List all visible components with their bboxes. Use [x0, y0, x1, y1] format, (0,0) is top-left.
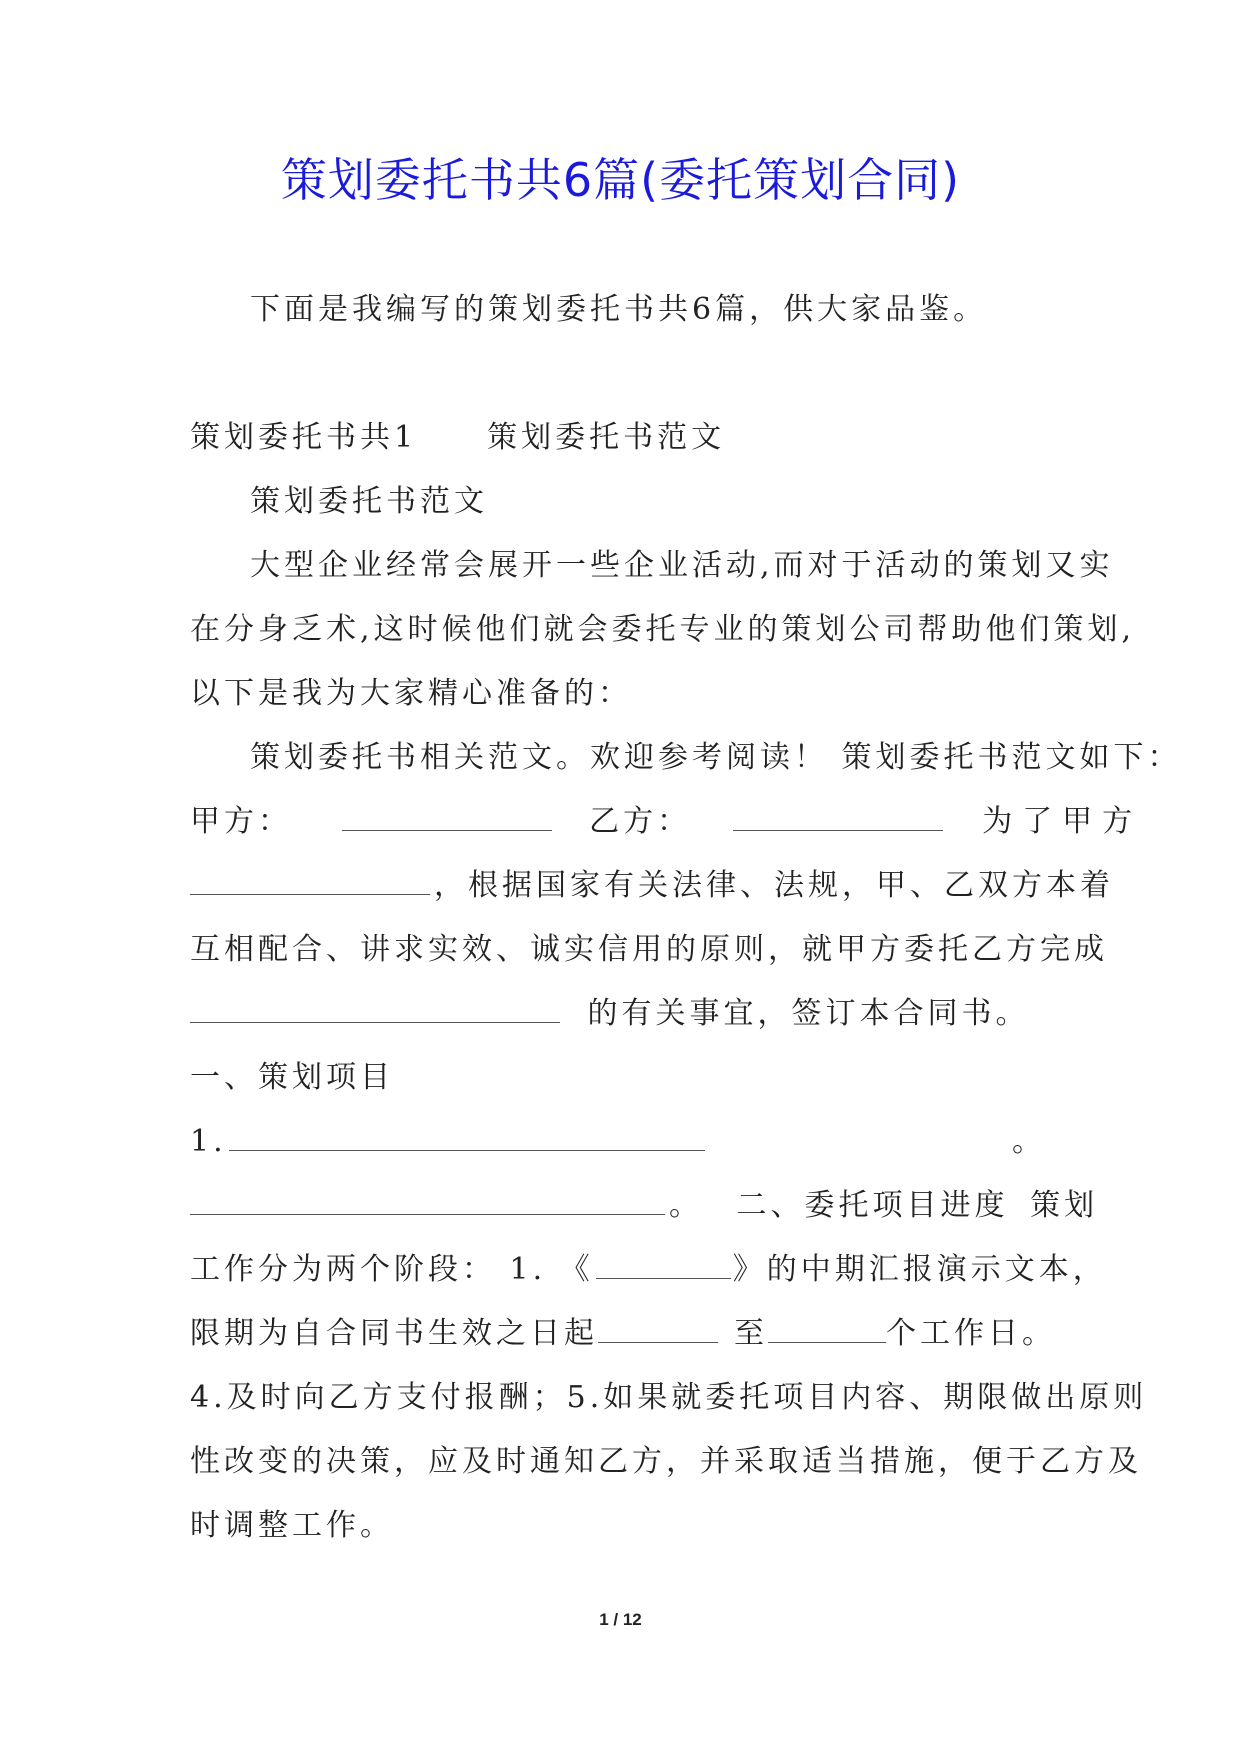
- intro-paragraph: 下面是我编写的策划委托书共6篇，供大家品鉴。: [250, 292, 988, 327]
- paragraph-line: [190, 994, 1030, 1034]
- blank-field: [190, 994, 560, 1023]
- paragraph-text: ，根据国家有关法律、法规，甲、乙双方本着: [434, 868, 1114, 903]
- for-party-a: 为了甲方: [982, 804, 1143, 839]
- paragraph-line: 时调整工作。: [190, 1508, 394, 1543]
- item-line: [190, 1122, 1046, 1162]
- blank-field: [596, 1250, 731, 1279]
- item-number: 1.: [190, 1124, 227, 1159]
- blank-field: [190, 866, 430, 895]
- paragraph-line: 互相配合、讲求实效、诚实信用的原则，就甲方委托乙方完成: [190, 932, 1108, 967]
- section-heading-number: 策划委托书共1: [190, 420, 418, 455]
- paragraph-text: 至: [734, 1316, 768, 1351]
- page-number: 1 / 12: [599, 1610, 642, 1629]
- paragraph-line: [190, 1250, 1107, 1290]
- paragraph-line: 4.及时向乙方支付报酬；5.如果就委托项目内容、期限做出原则: [190, 1380, 1148, 1415]
- party-b-blank: [733, 802, 943, 831]
- blank-field: [190, 1186, 665, 1215]
- item-end: 。: [1012, 1124, 1046, 1159]
- section-heading-1: [190, 418, 725, 458]
- paragraph-line: 大型企业经常会展开一些企业活动,而对于活动的策划又实: [250, 548, 1114, 583]
- paragraph-text: 工作分为两个阶段： 1. 《: [190, 1252, 594, 1287]
- paragraph-text: 个工作日。: [886, 1316, 1056, 1351]
- party-b-label: 乙方：: [589, 804, 692, 839]
- paragraph-text: 限期为自合同书生效之日起: [190, 1316, 598, 1351]
- document-title: 策划委托书共6篇(委托策划合同): [280, 153, 961, 207]
- section-heading-name: 策划委托书范文: [487, 420, 726, 455]
- paragraph-line: [190, 1186, 1098, 1226]
- paragraph-line: 策划委托书相关范文。欢迎参考阅读！ 策划委托书范文如下：: [250, 740, 1182, 775]
- paragraph-line: 在分身乏术,这时候他们就会委托专业的策划公司帮助他们策划,: [190, 612, 1136, 647]
- blank-field: [229, 1122, 705, 1151]
- paragraph-text: 》的中期汇报演示文本，: [732, 1252, 1107, 1287]
- blank-field: [598, 1314, 718, 1343]
- heading-planning-project: 一、策划项目: [190, 1060, 394, 1095]
- party-line: [190, 802, 1142, 842]
- paragraph-text: 的有关事宜，签订本合同书。: [587, 996, 1030, 1031]
- sub-title: 策划委托书范文: [250, 484, 488, 519]
- heading-progress: 二、委托项目进度: [736, 1188, 1009, 1223]
- paragraph-line: 以下是我为大家精心准备的：: [190, 676, 632, 711]
- party-a-blank: [342, 802, 552, 831]
- paragraph-line: [190, 866, 1114, 906]
- paragraph-line: [190, 1314, 1056, 1354]
- period: 。: [669, 1188, 703, 1223]
- paragraph-text: 策划: [1030, 1188, 1099, 1223]
- paragraph-line: 性改变的决策，应及时通知乙方，并采取适当措施，便于乙方及: [190, 1444, 1142, 1479]
- party-a-label: 甲方：: [190, 804, 292, 839]
- blank-field: [768, 1314, 886, 1343]
